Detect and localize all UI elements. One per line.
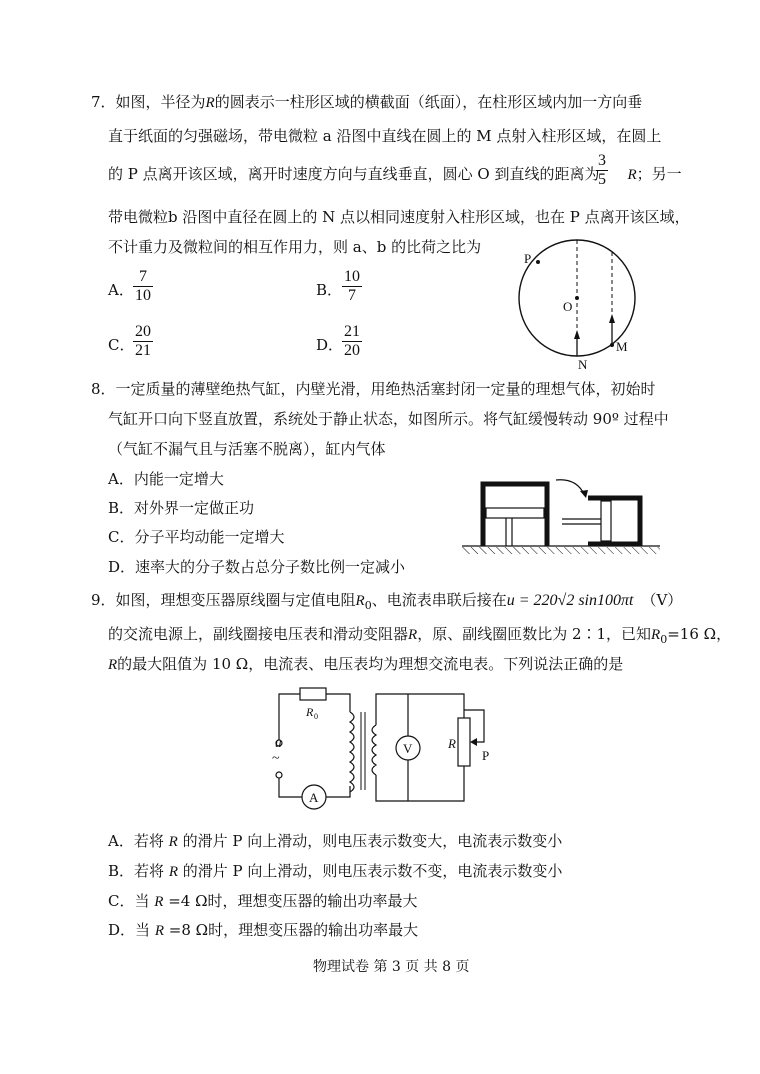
q7-fraction: $\frac{3}{5}$: [598, 152, 606, 188]
q9-option-c: C．当 R =4 Ω时，理想变压器的输出功率最大: [108, 892, 418, 910]
q8-line-2: 气缸开口向下竖直放置，系统处于静止状态，如图所示。将气缸缓慢转动 90º 过程中: [108, 410, 669, 428]
q7-label-n: N: [578, 357, 588, 372]
q9-fig-p: P: [482, 748, 490, 763]
q9-fig-ammeter: A: [309, 790, 319, 805]
q7-option-c-label: C．: [108, 336, 135, 354]
q8-line-3: （气缸不漏气且与活塞不脱离），缸内气体: [108, 440, 386, 458]
q8-option-a: A．内能一定增大: [108, 470, 224, 488]
q9-line-1: 9．如图，理想变压器原线圈与定值电阻$R_0$、电流表串联后接在u = 220√2 sin100πt （V）: [91, 591, 683, 612]
q7-line-5: 不计重力及微粒间的相互作用力，则 a、b 的比荷之比为: [108, 238, 482, 256]
q9-line-3: R的最大阻值为 10 Ω，电流表、电压表均为理想交流电表。下列说法正确的是: [108, 655, 624, 673]
q9-option-d: D．当 R =8 Ω时，理想变压器的输出功率最大: [108, 921, 419, 939]
q9-fig-r: R: [448, 736, 456, 751]
q7-line-2: 直于纸面的匀强磁场，带电微粒 a 沿图中直线在圆上的 M 点射入柱形区域，在圆上: [108, 127, 662, 145]
q9-fig-voltmeter: V: [403, 741, 413, 756]
q9-line-2: 的交流电源上，副线圈接电压表和滑动变阻器R，原、副线圈匝数比为 2∶1，已知$R_0=16$ Ω，: [108, 625, 732, 646]
q9-option-b: B．若将 R 的滑片 P 向上滑动，则电压表示数不变，电流表示数变小: [108, 862, 563, 880]
q7-option-c-fraction: $\frac{20}{21}$: [135, 323, 151, 359]
q9-fig-u: u: [275, 735, 282, 750]
q8-option-d: D．速率大的分子数占总分子数比例一定减小: [108, 558, 406, 576]
q7-option-a-label: A．: [108, 281, 134, 299]
q9-fig-tilde: ~: [272, 751, 280, 766]
q8-option-b: B．对外界一定做正功: [108, 499, 255, 517]
q7-label-o: O: [563, 299, 573, 314]
q7-line-1: 7．如图，半径为R的圆表示一柱形区域的横截面（纸面），在柱形区域内加一方向垂: [91, 93, 643, 111]
q9-option-a: A．若将 R 的滑片 P 向上滑动，则电压表示数变大，电流表示数变小: [108, 832, 563, 850]
page-footer: 物理试卷 第 3 页 共 8 页: [313, 959, 470, 975]
q9-fig-r0: R: [306, 705, 314, 719]
q7-option-b-fraction: $\frac{10}{7}$: [344, 268, 360, 304]
q9-fig-r0-sub: 0: [314, 712, 318, 721]
q7-label-m: M: [616, 339, 628, 354]
q7-label-p: P: [524, 251, 532, 266]
q7-line-4: 带电微粒b 沿图中直径在圆上的 N 点以相同速度射入柱形区域，也在 P 点离开该区域，: [108, 208, 690, 226]
q8-line-1: 8．一定质量的薄壁绝热气缸，内壁光滑，用绝热活塞封闭一定量的理想气体，初始时: [91, 380, 656, 398]
q7-option-d-fraction: $\frac{21}{20}$: [344, 323, 360, 359]
q7-option-d-label: D．: [316, 336, 344, 354]
q7-option-b-label: B．: [316, 281, 343, 299]
q7-line-3: 的 P 点离开该区域，离开时速度方向与直线垂直，圆心 O 到直线的距离为 R；另一: [108, 165, 682, 183]
q7-option-a-fraction: $\frac{7}{10}$: [135, 268, 151, 304]
q8-option-c: C．分子平均动能一定增大: [108, 528, 285, 546]
